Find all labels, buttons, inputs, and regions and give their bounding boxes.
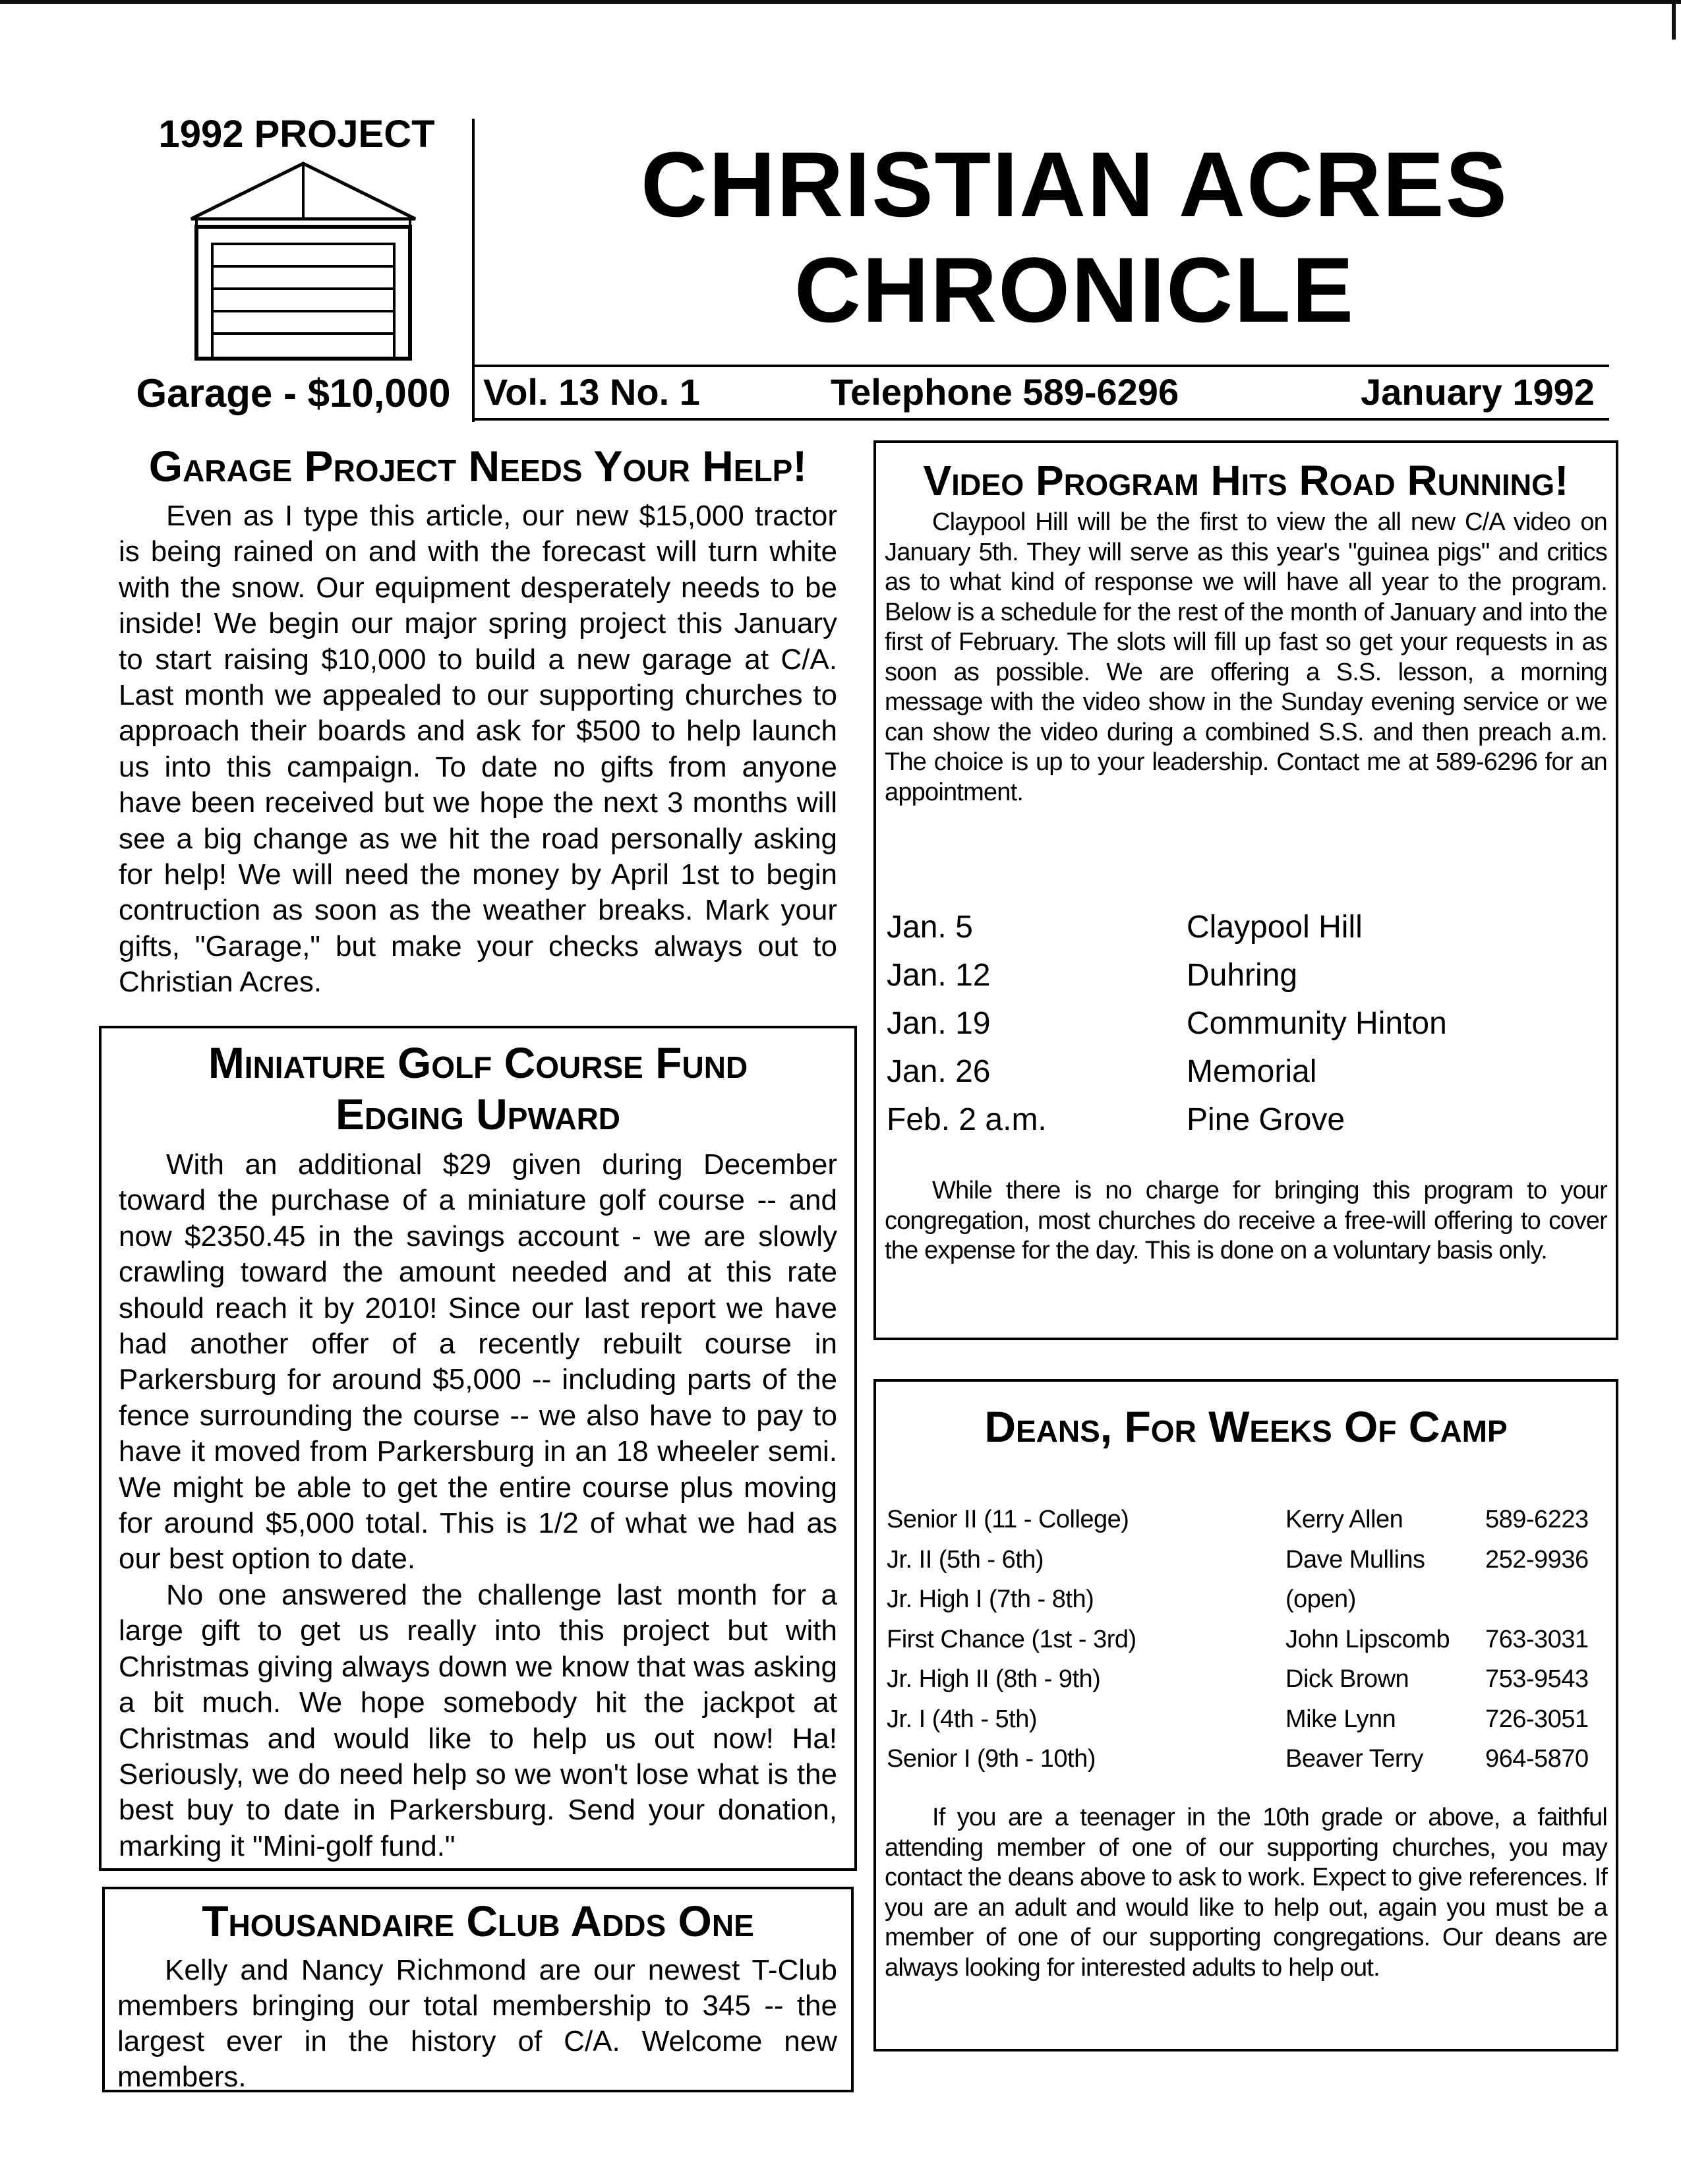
schedule-row bbox=[887, 999, 1546, 1048]
scan-edge-right bbox=[1672, 0, 1676, 40]
schedule-row bbox=[887, 951, 1546, 999]
dean-name: Dick Brown bbox=[1285, 1665, 1409, 1693]
deans-row bbox=[887, 1500, 1612, 1540]
dean-name: John Lipscomb bbox=[1285, 1625, 1450, 1653]
golf-paragraph-2: No one answered the challenge last month for a large gift to get us really into this project but with Christmas giving always down we know that was asking a bit much. We hope somebody hit the jackpot at Christmas and would like to help us out now! Ha! Seriously, we do need help so we won't lose what is the best buy to date in Parkersburg. Send your donation, marking it "Mini-golf fund." bbox=[119, 1578, 837, 1862]
schedule-date: Jan. 19 bbox=[887, 1006, 991, 1041]
schedule-row bbox=[887, 1096, 1546, 1144]
deans-row bbox=[887, 1739, 1612, 1779]
golf-heading-line-1: Miniature Golf Course Fund bbox=[208, 1038, 748, 1087]
schedule-row bbox=[887, 1048, 1546, 1096]
video-body bbox=[885, 508, 1607, 808]
dean-phone: 763-3031 bbox=[1485, 1625, 1589, 1653]
club-heading: Thousandaire Club Adds One bbox=[202, 1897, 754, 1945]
video-heading: Video Program Hits Road Running! bbox=[923, 457, 1569, 504]
deans-row bbox=[887, 1659, 1612, 1699]
title-line-2: CHRONICLE bbox=[794, 238, 1355, 341]
telephone: Telephone 589-6296 bbox=[831, 371, 1179, 413]
golf-paragraph-1: With an additional $29 given during December toward the purchase of a miniature golf course -- and now $2350.45 in the savings account - we are slowly crawling toward the amount needed and at this rate should reach it by 2010! Since our last report we have had another offer of a recently rebuilt course in Parkersburg for around $5,000 -- including parts of the fence surrounding the course -- we also have to pay to have it moved from Parkersburg in an 18 wheeler semi. We might be able to get the entire course plus moving for around $5,000 total. This is 1/2 of what we had as our best option to date. bbox=[119, 1148, 837, 1576]
project-label: 1992 PROJECT bbox=[158, 113, 435, 156]
club-body bbox=[117, 1953, 837, 2095]
masthead-rule-top bbox=[472, 365, 1609, 367]
schedule-church: Claypool Hill bbox=[1187, 910, 1363, 945]
deans-row bbox=[887, 1540, 1612, 1580]
video-schedule bbox=[887, 903, 1546, 1144]
video-paragraph: Claypool Hill will be the first to view the all new C/A video on January 5th. They will serve as this year's "guinea pigs" and critics as to what kind of response we will have all year to the program. Below is a schedule for the rest of the month of January and into the first of February. The slots will fill up fast so get your requests in as soon as possible. We are offering a S.S. lesson, a morning message with the video show in the Sunday evening service or we can show the video during a combined S.S. and then preach a.m. The choice is up to your leadership. Contact me at 589-6296 for an appointment. bbox=[885, 508, 1607, 806]
garage-icon bbox=[185, 158, 422, 363]
dean-phone: 252-9936 bbox=[1485, 1545, 1589, 1574]
club-paragraph: Kelly and Nancy Richmond are our newest T-Club members bringing our total membership to 345 -- the largest ever in the history of C/A. Welcome new members. bbox=[117, 1954, 837, 2093]
deans-row bbox=[887, 1620, 1612, 1660]
camp-week: Jr. II (5th - 6th) bbox=[887, 1545, 1044, 1574]
schedule-date: Jan. 5 bbox=[887, 910, 973, 945]
dean-name: Dave Mullins bbox=[1285, 1545, 1425, 1574]
schedule-date: Jan. 26 bbox=[887, 1054, 991, 1089]
dean-name: Beaver Terry bbox=[1285, 1745, 1423, 1773]
issue-date: January 1992 bbox=[1361, 371, 1595, 413]
dean-phone: 726-3051 bbox=[1485, 1705, 1589, 1733]
scan-edge-top bbox=[0, 0, 1681, 4]
garage-heading: Garage Project Needs Your Help! bbox=[148, 442, 808, 490]
video-footer-paragraph: While there is no charge for bringing this program to your congregation, most churches do receive a free-will offering to cover the expense for the day. This is done on a voluntary basis only. bbox=[885, 1177, 1607, 1264]
camp-week: Jr. High I (7th - 8th) bbox=[887, 1585, 1094, 1613]
masthead-rule-bottom bbox=[472, 418, 1609, 421]
golf-body bbox=[119, 1147, 837, 1864]
schedule-row bbox=[887, 903, 1546, 951]
schedule-church: Duhring bbox=[1187, 958, 1298, 993]
schedule-date: Jan. 12 bbox=[887, 958, 991, 993]
dean-name: Mike Lynn bbox=[1285, 1705, 1396, 1733]
deans-footer-paragraph: If you are a teenager in the 10th grade or above, a faithful attending member of one of our supporting churches, you may contact the deans above to ask to work. Expect to give references. If you are an adult and would like to help out, again you must be a member of one of our supporting congregations. Our deans are always looking for interested adults to help out. bbox=[885, 1804, 1607, 1982]
deans-row bbox=[887, 1699, 1612, 1740]
deans-heading: Deans, For Weeks Of Camp bbox=[984, 1402, 1508, 1451]
camp-week: Jr. High II (8th - 9th) bbox=[887, 1665, 1101, 1693]
camp-week: Senior I (9th - 10th) bbox=[887, 1745, 1096, 1773]
garage-body bbox=[119, 498, 837, 1001]
schedule-date: Feb. 2 a.m. bbox=[887, 1102, 1047, 1137]
dean-name: Kerry Allen bbox=[1285, 1506, 1403, 1533]
schedule-church: Memorial bbox=[1187, 1054, 1317, 1089]
golf-heading-line-2: Edging Upward bbox=[335, 1090, 621, 1138]
deans-table bbox=[887, 1500, 1612, 1779]
project-goal: Garage - $10,000 bbox=[136, 371, 451, 415]
masthead-divider bbox=[472, 119, 475, 422]
camp-week: Senior II (11 - College) bbox=[887, 1506, 1129, 1533]
volume-number: Vol. 13 No. 1 bbox=[483, 371, 700, 413]
deans-footer bbox=[885, 1803, 1607, 1983]
deans-row bbox=[887, 1579, 1612, 1620]
camp-week: First Chance (1st - 3rd) bbox=[887, 1625, 1136, 1653]
title-line-1: CHRISTIAN ACRES bbox=[641, 133, 1508, 236]
dean-phone: 964-5870 bbox=[1485, 1745, 1589, 1773]
schedule-church: Pine Grove bbox=[1187, 1102, 1345, 1137]
camp-week: Jr. I (4th - 5th) bbox=[887, 1705, 1038, 1733]
schedule-church: Community Hinton bbox=[1187, 1006, 1447, 1041]
newsletter-title bbox=[481, 132, 1668, 343]
dean-phone: 589-6223 bbox=[1485, 1506, 1589, 1533]
dean-phone: 753-9543 bbox=[1485, 1665, 1589, 1693]
dean-name: (open) bbox=[1285, 1585, 1356, 1613]
video-footer bbox=[885, 1176, 1607, 1266]
garage-paragraph: Even as I type this article, our new $15,000 tractor is being rained on and with the forecast will turn white with the snow. Our equipment desperately needs to be inside! We begin our major spring project this January to start raising $10,000 to build a new garage at C/A. Last month we appealed to our supporting churches to approach their boards and ask for $500 to help launch us into this campaign. To date no gifts from anyone have been received but we hope the next 3 months will see a big change as we hit the road personally asking for help! We will need the money by April 1st to begin contruction as soon as the weather breaks. Mark your gifts, "Garage," but make your checks always out to Christian Acres. bbox=[119, 500, 837, 999]
golf-heading bbox=[115, 1037, 840, 1140]
